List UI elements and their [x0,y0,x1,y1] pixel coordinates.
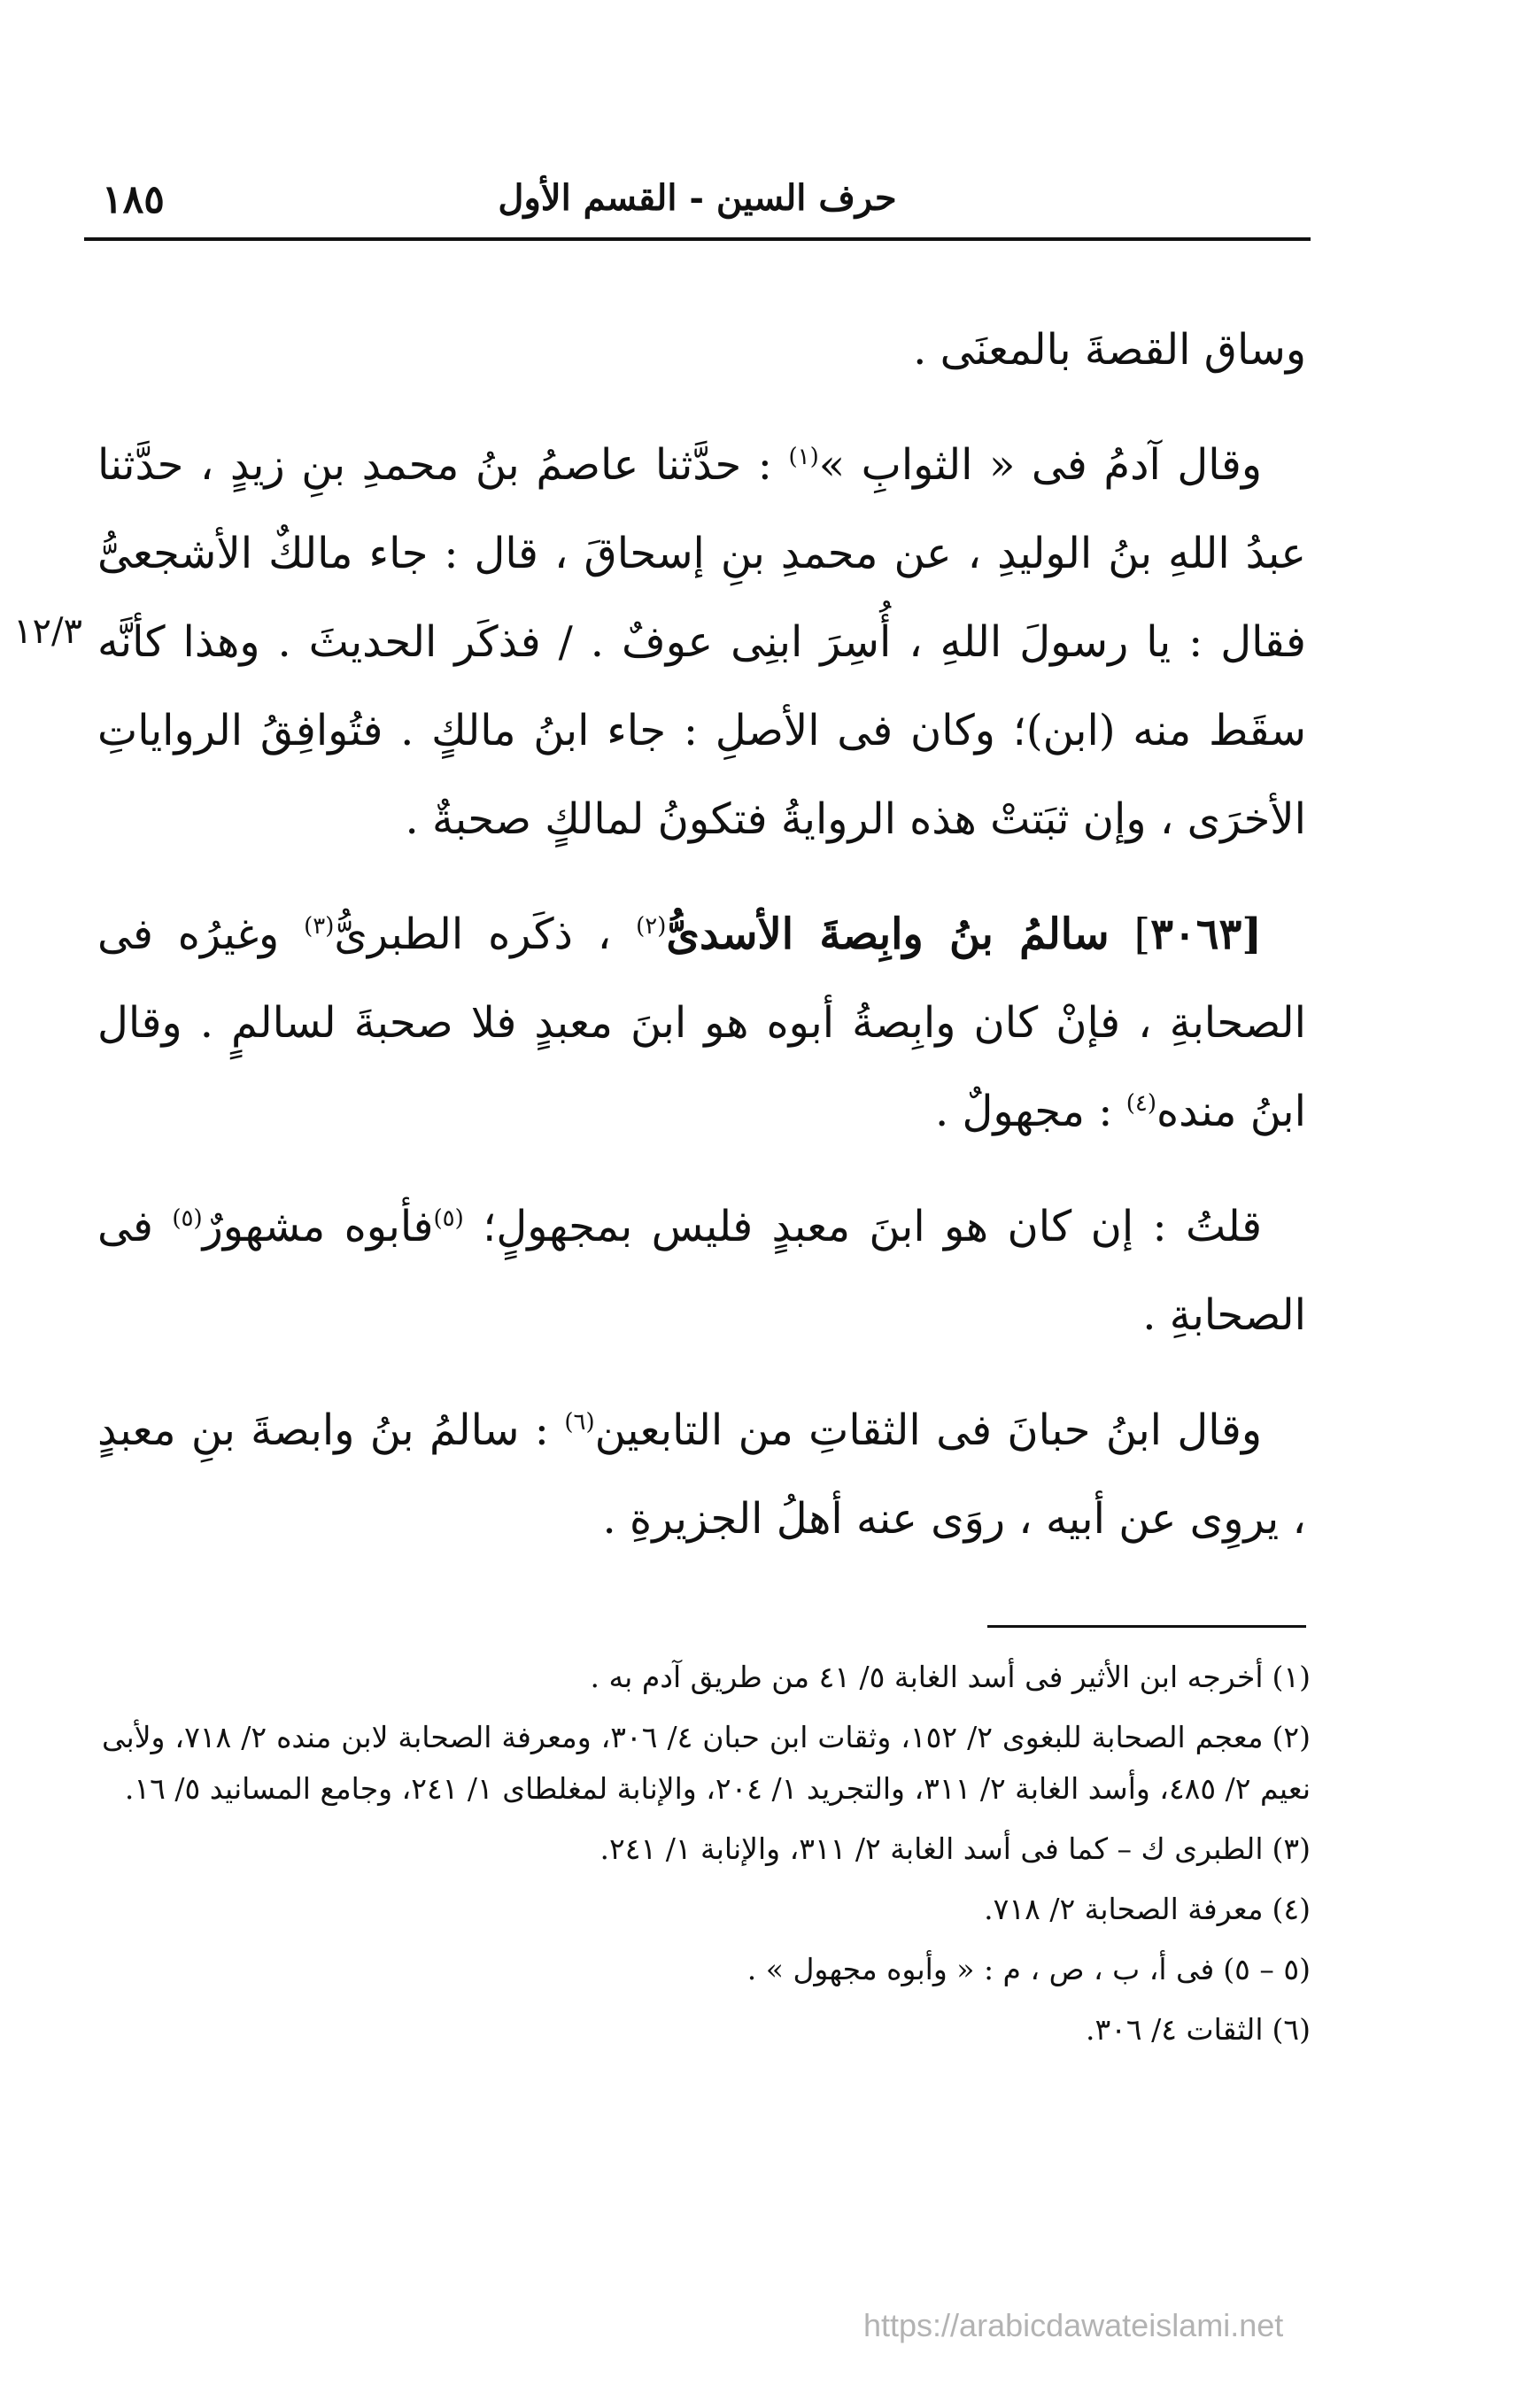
entry-text-1: ، ذكَره الطبرىُّ [334,910,637,959]
margin-volume-note: ١٢/٣ [13,611,82,652]
entry-text-3: : مجهولٌ . [934,1087,1126,1136]
header-rule [84,237,1311,241]
footnote-ref-3: (٣) [304,913,335,940]
footnote-marker: (١) [1272,1660,1311,1694]
paragraph-4-end: فى الصحابةِ . [97,1202,1306,1340]
footnote-marker: (٥ – ٥) [1223,1952,1311,1986]
entry-number: [٣٠٦٣ [1150,910,1263,959]
footnote-ref-2: (٢) [636,913,667,940]
footnote-marker: (٣) [1272,1831,1311,1866]
footnote-ref-4: (٤) [1125,1090,1156,1117]
footnote-ref-5-open: (٥) [433,1205,464,1232]
footnote-text: فى أ، ب ، ص ، م : « وأبوه مجهول » . [746,1952,1215,1986]
footnote-3 [102,1823,1311,1875]
footnote-2 [102,1712,1311,1815]
footnote-6 [102,2004,1311,2056]
paragraph-4-start: قلتُ : إن كان هو ابنَ معبدٍ فليس بمجهولٍ؛ [463,1202,1263,1251]
footnote-text: معجم الصحابة للبغوى ٢/ ١٥٢، وثقات ابن حبان ٤/ ٣٠٦، ومعرفة الصحابة لابن منده ٢/ ٧١٨، ولأبى نعيم ٢/ ٤٨٥، وأسد الغابة ٢/ ٣١١، والتجريد ١/ ٢٠٤، والإنابة لمغلطاى ١/ ٢٤١، وجامع المسانيد ٥/ ١٦. [102,1720,1311,1806]
paragraph-2 [97,421,1306,863]
main-text [97,306,1306,1590]
footnotes [102,1652,1311,2064]
footnote-5 [102,1944,1311,1995]
entry-text-2: وغيرُه فى الصحابةِ ، فإنْ كان وابِصةُ أبوه هو ابنَ معبدٍ فلا صحبةَ لسالمٍ . وقال ابنُ منده [97,910,1307,1136]
footnote-ref-5-close: (٥) [172,1205,203,1232]
paragraph-5 [97,1386,1306,1563]
entry-name: سالمُ بنُ وابِصةَ الأسدىُّ [666,910,1110,959]
paragraph-5-start: وقال ابنُ حبانَ فى الثقاتِ من التابعين [594,1405,1262,1455]
footnote-4 [102,1884,1311,1935]
paragraph-2-rest: : حدَّثنا عاصمُ بنُ محمدِ بنِ زيدٍ ، حدَّثنا عبدُ اللهِ بنُ الوليدِ ، عن محمدِ بنِ إسحاقَ ، قال : جاء مالكٌ الأشجعىُّ فقال : يا رسولَ اللهِ ، أُسِرَ ابنِى عوفٌ . / فذكَر الحديثَ . وهذا كأنَّه سقَط منه (ابن)؛ وكان فى الأصلِ : جاء ابنُ مالكٍ . فتُوافِقُ الرواياتِ الأخرَى ، وإن ثبَتتْ هذه الروايةُ فتكونُ لمالكٍ صحبةٌ . [97,440,1306,844]
footnote-1 [102,1652,1311,1703]
footnote-marker: (٢) [1272,1720,1311,1754]
watermark-url: https://arabicdawateislami.net [863,2307,1284,2343]
paragraph-4 [97,1182,1306,1359]
page-header [84,168,1311,239]
footnote-text: معرفة الصحابة ٢/ ٧١٨. [984,1892,1264,1926]
footnote-text: الطبرى ك – كما فى أسد الغابة ٢/ ٣١١، والإنابة ١/ ٢٤١. [599,1831,1264,1866]
footnote-ref-1: (١) [788,444,819,470]
page-number: ١٨٥ [102,177,165,222]
paragraph-4-mid: فأبوه مشهورٌ [202,1202,434,1251]
footnote-ref-6: (٦) [564,1409,595,1436]
footnote-text: أخرجه ابن الأثير فى أسد الغابة ٥/ ٤١ من طريق آدم به . [590,1660,1264,1694]
running-title: حرف السين - القسم الأول [498,177,897,219]
footnote-text: الثقات ٤/ ٣٠٦. [1085,2012,1264,2047]
footnote-marker: (٦) [1272,2012,1311,2047]
footnote-rule [987,1625,1306,1628]
paragraph-1: وساق القصةَ بالمعنَى . [913,325,1306,375]
entry-3063: [٣٠٦٣] سالمُ بنُ وابِصةَ الأسدىُّ$^{(٢)}$ ، ذكَره الطبرىُّ$^{(٣)}$ وغيرُه فى الصحابةِ ، فإنْ كان وابِصةُ أبوه هو ابنَ معبدٍ فلا صحبةَ لسالمٍ . وقال ابنُ منده$^{(٤)}$ : مجهولٌ . [97,910,1307,1136]
paragraph-2-start: وقال آدمُ فى « الثوابِ » [818,440,1263,490]
footnote-marker: (٤) [1272,1892,1311,1926]
paragraph-5-rest: : سالمُ بنُ وابصةَ بنِ معبدٍ ، يروِى عن أبيه ، روَى عنه أهلُ الجزيرةِ . [97,1405,1306,1544]
